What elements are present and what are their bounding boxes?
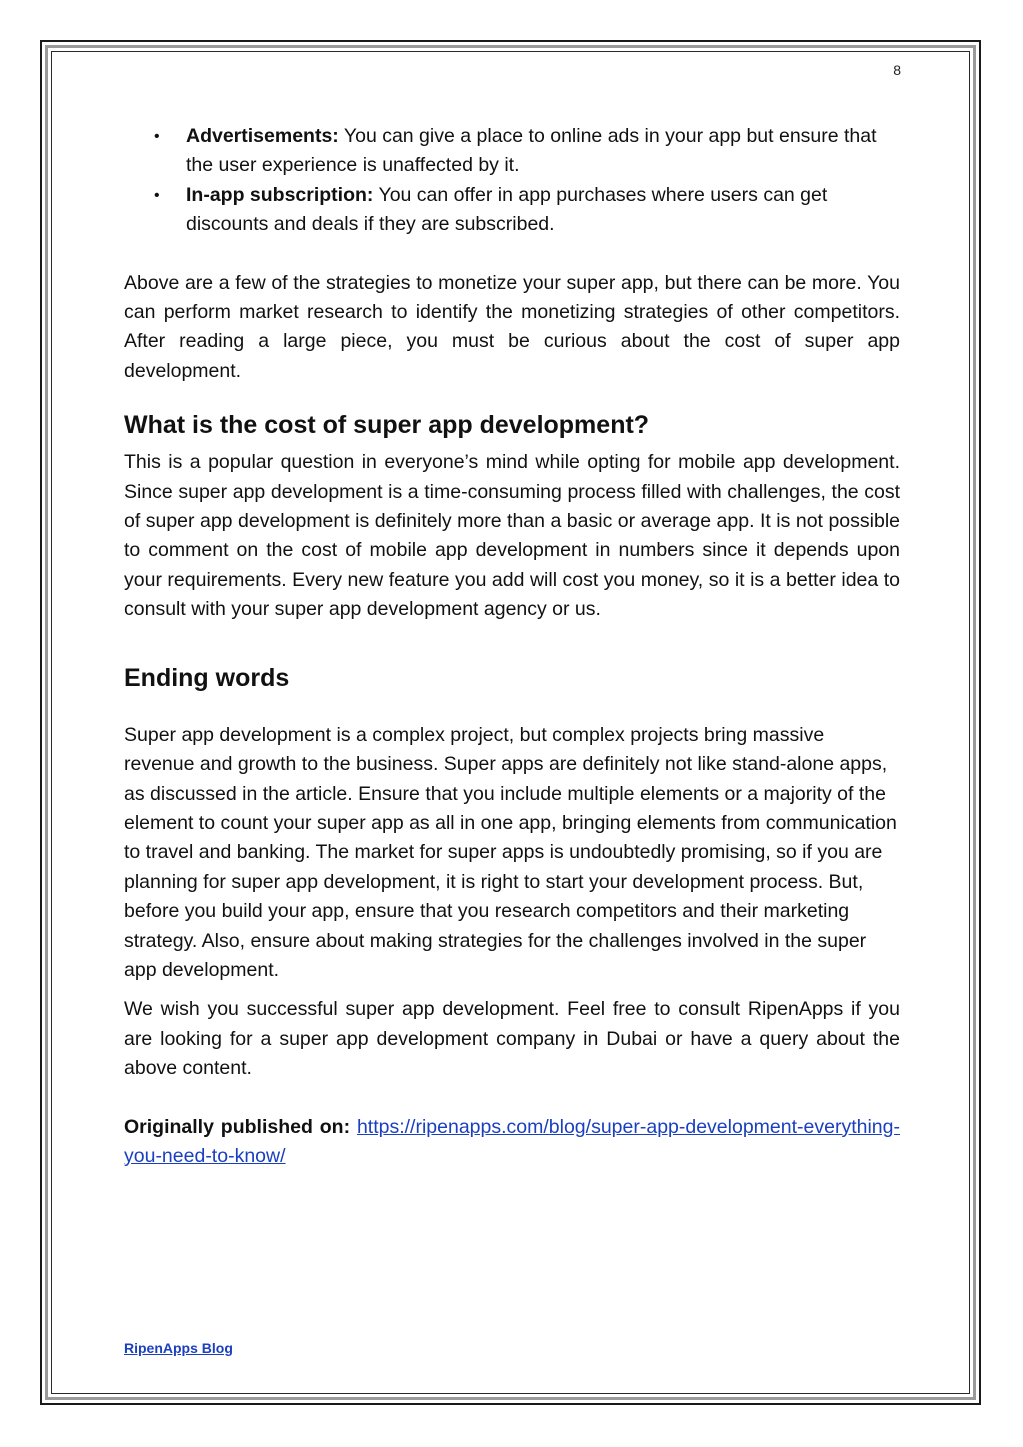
published-line [124,1113,900,1172]
bullet-icon: • [154,186,160,204]
list-item-text: You can give a place to online ads in your app but ensure that the user experience is unaffected by it. [186,125,877,177]
source-link[interactable]: https://ripenapps.com/blog/super-app-development-everything-you-need-to-know/ [124,1115,900,1167]
intro-paragraph: Above are a few of the strategies to monetize your super app, but there can be more. You can perform market research to identify the monetizing strategies of other competitors. After reading a large piece, you must be curious about the cost of super app development. [124,271,900,382]
cost-heading: What is the cost of super app development? [124,411,650,440]
list-item-term: In-app subscription: [186,183,374,206]
list-item [124,122,900,181]
document-body [124,122,900,1171]
closing-paragraph: We wish you successful super app development. Feel free to consult RipenApps if you are looking for a super app development company in Dubai or have a query about the above content. [124,998,900,1080]
ending-heading: Ending words [124,663,290,692]
ending-paragraph: Super app development is a complex project, but complex projects bring massive revenue and growth to the business. Super apps are definitely not like stand-alone apps, as discussed in the article. Ensure that you include multiple elements or a majority of the element to count your super app as all in one app, bringing elements from communication to travel and banking. The market for super apps is undoubtedly promising, so if you are planning for super app development, it is right to start your development process. But, before you build your app, ensure that you research competitors and their marketing strategy. Also, ensure about making strategies for the challenges involved in the super app development. [124,723,897,981]
footer-blog-link[interactable]: RipenApps Blog [124,1340,233,1356]
bullet-icon: • [154,128,160,145]
list-item [124,181,900,240]
page-number: 8 [893,62,901,78]
monetization-list [124,122,900,240]
list-item-term: Advertisements: [186,125,339,147]
cost-paragraph: This is a popular question in everyone’s mind while opting for mobile app development. Since super app development is a time-consuming process filled with challenges, the cost of super app development is definitely more than a basic or average app. It is not possible to comment on the cost of mobile app development in numbers since it depends upon your requirements. Every new feature you add will cost you money, so it is a better idea to consult with your super app development agency or us. [124,451,900,621]
published-label: Originally published on: [124,1115,351,1138]
list-item-text: You can offer in app purchases where users can get discounts and deals if they are subscribed. [186,183,828,236]
